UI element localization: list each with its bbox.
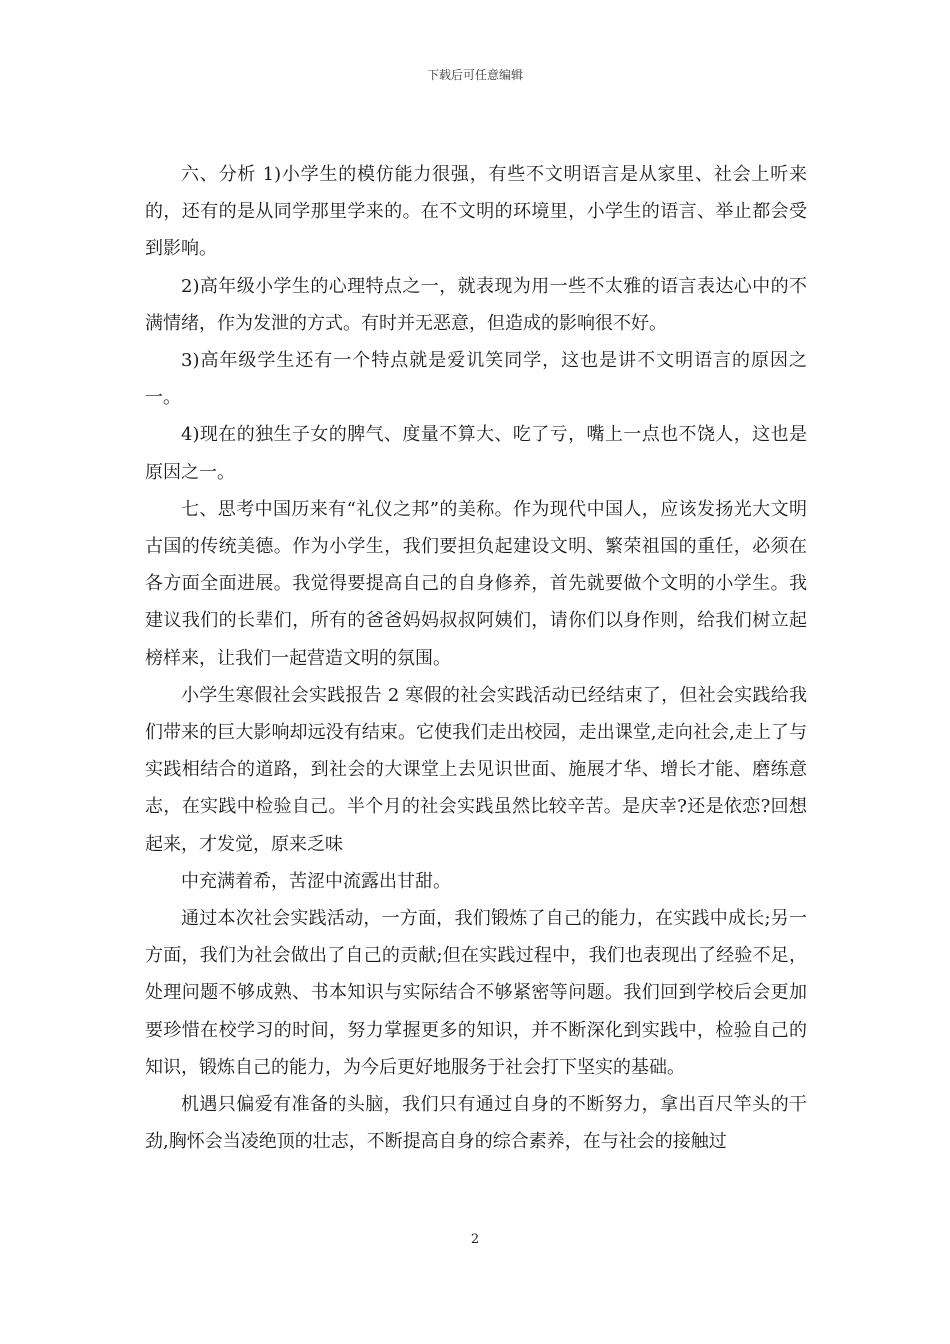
paragraph: 七、思考中国历来有“礼仪之邦”的美称。作为现代中国人，应该发扬光大文明古国的传统美德。作为小学生，我们要担负起建设文明、繁荣祖国的重任，必须在各方面全面进展。我觉得要提高自己的自身修养，首先就要做个文明的小学生。我建议我们的长辈们，所有的爸爸妈妈叔叔阿姨们，请你们以身作则，给我们树立起榜样来，让我们一起营造文明的氛围。 bbox=[145, 498, 807, 669]
paragraph: 六、分析 1)小学生的模仿能力很强，有些不文明语言是从家里、社会上听来的，还有的是从同学那里学来的。在不文明的环境里，小学生的语言、举止都会受到影响。 bbox=[145, 164, 807, 260]
paragraph: 2)高年级小学生的心理特点之一，就表现为用一些不太雅的语言表达心中的不满情绪，作为发泄的方式。有时并无恶意，但造成的影响很不好。 bbox=[145, 275, 807, 334]
paragraph: 3)高年级学生还有一个特点就是爱讥笑同学，这也是讲不文明语言的原因之一。 bbox=[145, 350, 807, 409]
paragraph: 机遇只偏爱有准备的头脑，我们只有通过自身的不断努力，拿出百尺竿头的干劲,胸怀会当凌绝顶的壮志，不断提高自身的综合素养，在与社会的接触过 bbox=[145, 1094, 807, 1153]
paragraph: 通过本次社会实践活动，一方面，我们锻炼了自己的能力，在实践中成长;另一方面，我们为社会做出了自己的贡献;但在实践过程中，我们也表现出了经验不足，处理问题不够成熟、书本知识与实际结合不够紧密等问题。我们回到学校后会更加要珍惜在校学习的时间，努力掌握更多的知识，并不断深化到实践中，检验自己的知识，锻炼自己的能力，为今后更好地服务于社会打下坚实的基础。 bbox=[145, 908, 807, 1078]
paragraph: 小学生寒假社会实践报告 2 寒假的社会实践活动已经结束了，但社会实践给我们带来的巨大影响却远没有结束。它使我们走出校园，走出课堂,走向社会,走上了与实践相结合的道路，到社会的大课堂上去见识世面、施展才华、增长才能、磨练意志，在实践中检验自己。半个月的社会实践虽然比较辛苦。是庆幸?还是依恋?回想起来，才发觉，原来乏味 bbox=[145, 684, 807, 855]
paragraph: 中充满着希，苦涩中流露出甘甜。 bbox=[181, 870, 451, 892]
page-header: 下载后可任意编辑 bbox=[426, 68, 523, 82]
page-number: 2 bbox=[470, 1232, 480, 1247]
paragraph: 4)现在的独生子女的脾气、度量不算大、吃了亏，嘴上一点也不饶人，这也是原因之一。 bbox=[145, 424, 807, 483]
document-body bbox=[145, 156, 807, 1160]
